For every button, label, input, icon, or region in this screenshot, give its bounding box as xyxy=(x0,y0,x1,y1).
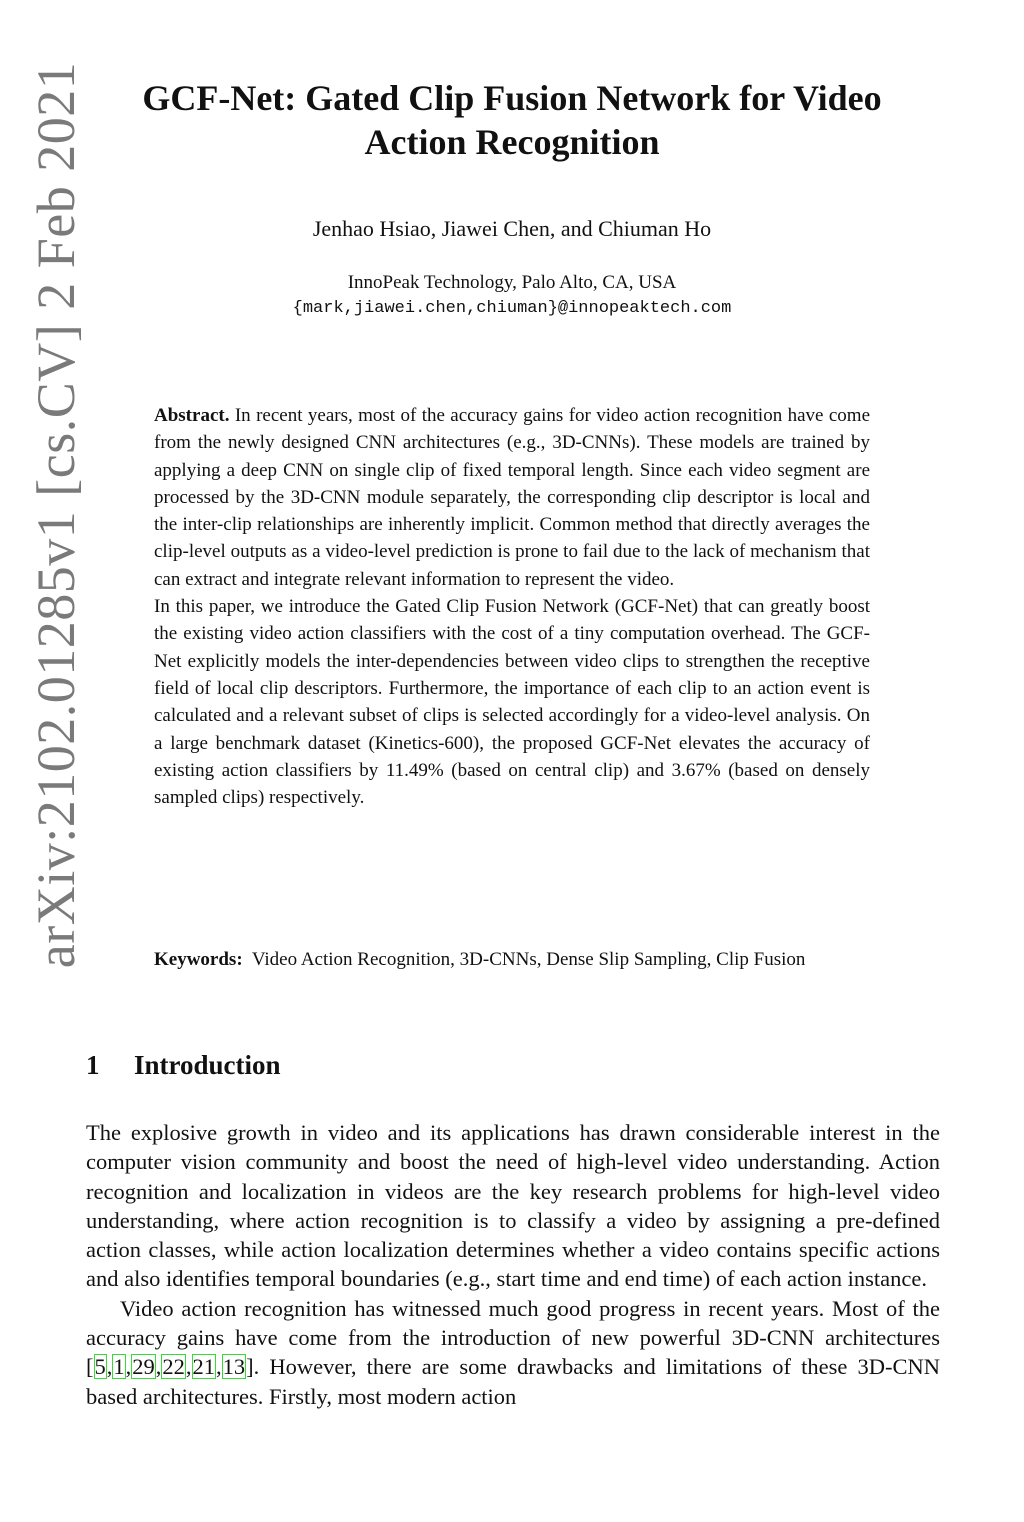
affiliation: InnoPeak Technology, Palo Alto, CA, USA xyxy=(347,272,677,293)
arxiv-identifier: arXiv:2102.01285v1 [cs.CV] 2 Feb 2021 xyxy=(26,61,86,969)
intro-paragraph-2-rest: . However, there are some drawbacks and limitations of these 3D-CNN based architectures. Firstly, most modern action xyxy=(86,1354,940,1409)
section-title: Introduction xyxy=(134,1050,281,1080)
abstract-paragraph-1 xyxy=(154,402,870,593)
abstract xyxy=(154,402,870,811)
intro-paragraph-2 xyxy=(86,1294,940,1411)
title-line-1: GCF-Net: Gated Clip Fusion Network for Video xyxy=(142,78,882,118)
citation-link[interactable]: 22 xyxy=(162,1354,185,1380)
author-list: Jenhao Hsiao, Jiawei Chen, and Chiuman Ho xyxy=(312,216,712,241)
intro-paragraph-1: The explosive growth in video and its applications has drawn considerable interest in the computer vision community and boost the need of high-level video understanding. Action recognition and localization in videos are the key research problems for high-level video understanding, where action recognition is to classify a video by assigning a pre-defined action classes, while action localization determines whether a video contains specific actions and also identifies temporal boundaries (e.g., start time and end time) of each action instance. xyxy=(86,1120,940,1292)
citation-link[interactable]: 5 xyxy=(94,1354,106,1380)
introduction-body xyxy=(86,1118,940,1411)
citation-link[interactable]: 21 xyxy=(192,1354,215,1380)
citation-link[interactable]: 1 xyxy=(113,1354,125,1380)
intro-paragraph-2-text: Video action recognition has witnessed much good progress in recent years. Most of the accuracy gains have come from the introduction of new powerful 3D-CNN architectures xyxy=(86,1295,940,1351)
citation-group: [5,1,29,22,21,13] xyxy=(86,1354,254,1380)
keywords xyxy=(154,946,870,973)
section-number: 1 xyxy=(86,1050,100,1080)
author-emails: {mark,jiawei.chen,chiuman}@innopeaktech.com xyxy=(292,299,732,318)
keywords-text: Video Action Recognition, 3D-CNNs, Dense Slip Sampling, Clip Fusion xyxy=(251,949,806,970)
affiliation-block xyxy=(80,270,944,322)
abstract-label: Abstract. xyxy=(154,405,230,426)
title-line-2: Action Recognition xyxy=(364,122,660,162)
paper-title xyxy=(80,76,944,164)
citation-link[interactable]: 29 xyxy=(132,1354,155,1380)
section-heading-introduction xyxy=(86,1050,281,1081)
keywords-label: Keywords: xyxy=(154,949,243,970)
citation-link[interactable]: 13 xyxy=(222,1354,246,1380)
abstract-text-1: In recent years, most of the accuracy gains for video action recognition have come from the newly designed CNN architectures (e.g., 3D-CNNs). These models are trained by applying a deep CNN on single clip of fixed temporal length. Since each video segment are processed by the 3D-CNN module separately, the corresponding clip descriptor is local and the inter-clip relationships are inherently implicit. Common method that directly averages the clip-level outputs as a video-level prediction is prone to fail due to the lack of mechanism that can extract and integrate relevant information to represent the video. xyxy=(154,405,871,590)
abstract-paragraph-2: In this paper, we introduce the Gated Clip Fusion Network (GCF-Net) that can greatly boost the existing video action classifiers with the cost of a tiny computation overhead. The GCF-Net explicitly models the inter-dependencies between video clips to strengthen the receptive field of local clip descriptors. Furthermore, the importance of each clip to an action event is calculated and a relevant subset of clips is selected accordingly for a video-level analysis. On a large benchmark dataset (Kinetics-600), the proposed GCF-Net elevates the accuracy of existing action classifiers by 11.49% (based on central clip) and 3.67% (based on densely sampled clips) respectively. xyxy=(154,596,870,809)
